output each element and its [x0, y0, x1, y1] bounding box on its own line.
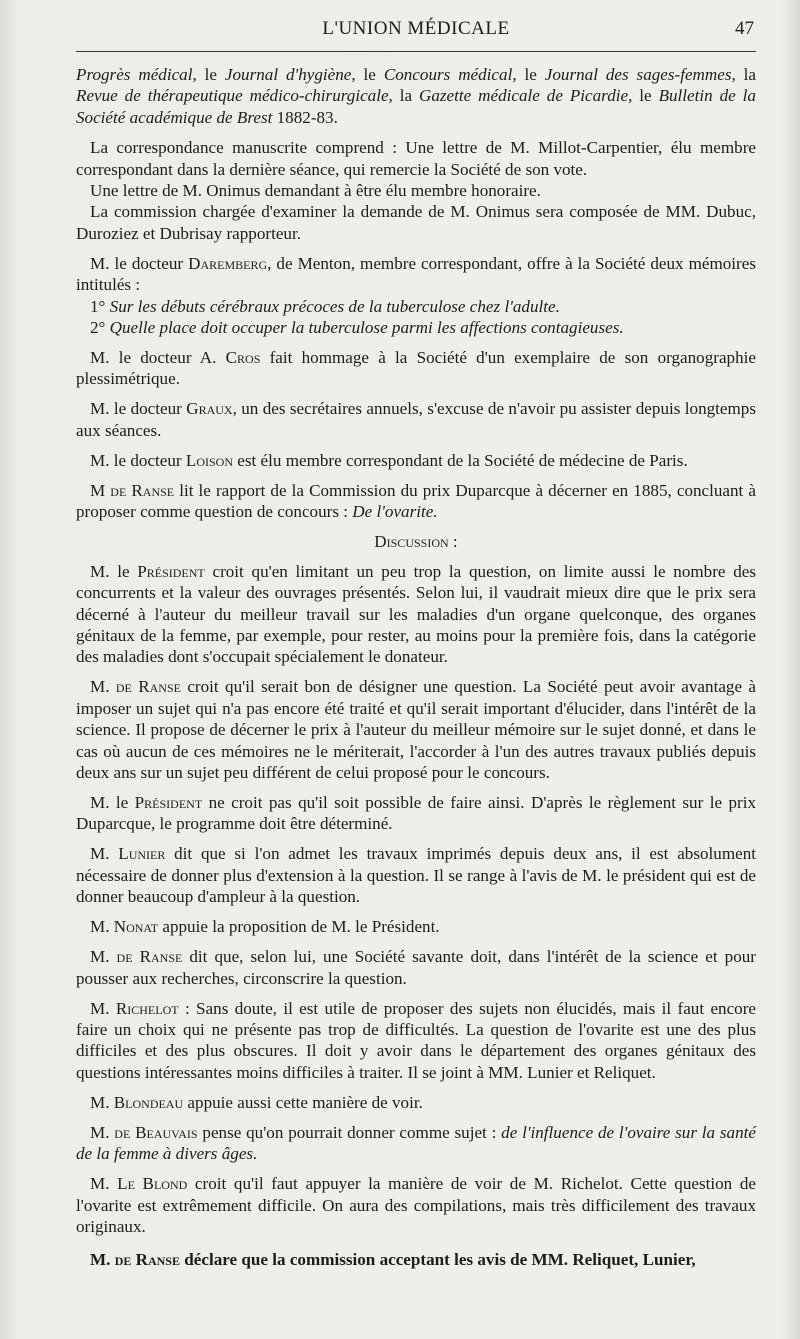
page-header [76, 14, 756, 44]
page-number: 47 [735, 18, 754, 39]
paragraph-de-beauvais: M. de Beauvais pense qu'on pourrait donner comme sujet : de l'influence de l'ovaire sur la santé de la femme à divers âges. [76, 1122, 756, 1164]
body-text [76, 64, 756, 1279]
running-title: L'UNION MÉDICALE [322, 18, 510, 39]
paragraph-president: M. le Président croit qu'en limitant un peu trop la question, on limite aussi le nombre des concurrents et la valeur des ouvrages présentés. Selon lui, il vaudrait mieux dire que le prix sera décerné à l'auteur du meilleur travail sur les maladies d'un organe quelconque, des organes génitaux de la femme, par exemple, pour rester, au moins pour la première fois, dans la catégorie des maladies dont s'occupait spécialement le donateur. [76, 561, 756, 667]
paragraph-president-reply: M. le Président ne croit pas qu'il soit possible de faire ainsi. D'après le règlement sur le prix Duparcque, le programme doit être déterminé. [76, 792, 756, 834]
paragraph-daremberg: M. le docteur Daremberg, de Menton, membre correspondant, offre à la Société deux mémoires intitulés : [76, 253, 756, 295]
section-heading: Discussion : [374, 532, 458, 552]
paragraph-correspondence: La correspondance manuscrite comprend : Une lettre de M. Millot-Carpentier, élu membre correspondant dans la dernière séance, qui remercie la Société de son vote. [76, 138, 756, 179]
paragraph-nonat: M. Nonat appuie la proposition de M. le Président. [90, 917, 440, 937]
paragraph-de-ranse-closing: M. de Ranse déclare que la commission acceptant les avis de MM. Reliquet, Lunier, [90, 1250, 696, 1270]
list-item: 2° Quelle place doit occuper la tuberculose parmi les affections contagieuses. [90, 318, 624, 338]
paragraph-commission: La commission chargée d'examiner la demande de M. Onimus sera composée de MM. Dubuc, Duroziez et Dubrisay rapporteur. [76, 202, 756, 243]
list-item: 1° Sur les débuts cérébraux précoces de la tuberculose chez l'adulte. [90, 296, 560, 316]
paragraph-cros: M. le docteur A. Cros fait hommage à la Société d'un exemplaire de son organographie plessimétrique. [76, 348, 756, 389]
paragraph-journals-list: Progrès médical, le Journal d'hygiène, le Concours médical, le Journal des sages-femmes, la Revue de thérapeutique médico-chirurgicale, la Gazette médicale de Picardie, le Bulletin de la Société académique de Brest 1882-83. [76, 65, 757, 127]
paragraph-le-blond: M. Le Blond croit qu'il faut appuyer la manière de voir de M. Richelot. Cette question de l'ovarite est extrêmement difficile. On aura des compilations, mais très difficilement des travaux originaux. [76, 1174, 756, 1236]
paragraph-lunier: M. Lunier dit que si l'on admet les travaux imprimés depuis deux ans, il est absolument nécessaire de donner plus d'extension à la question. Il se range à l'avis de M. le président qui est de donner beaucoup d'ampleur à la question. [76, 844, 756, 907]
paragraph-de-ranse: M. de Ranse croit qu'il serait bon de désigner une question. La Société peut avoir avantage à imposer un sujet qui n'a pas encore été traité et qu'il serait important d'élucider, dans l'intérêt de la science. Il propose de décerner le prix à l'auteur du meilleur mémoire sur le sujet donné, et dans le cas où aucun de ces mémoires ne le mériterait, l'accorder à l'un des autres travaux publiés depuis deux ans sur un sujet peu différent de celui proposé pour le concours. [76, 677, 756, 782]
paragraph-onimus-letter: Une lettre de M. Onimus demandant à être élu membre honoraire. [90, 181, 541, 201]
paragraph-richelot: M. Richelot : Sans doute, il est utile de proposer des sujets non élucidés, mais il faut encore faire un choix qui ne présente pas trop de difficultés. La question de l'ovarite est une des plus difficiles et des plus obscures. Il doit y avoir dans le département des organes génitaux des questions intéressantes moins difficiles à traiter. Il se joint à MM. Lunier et Reliquet. [76, 998, 757, 1082]
paragraph-blondeau: M. Blondeau appuie aussi cette manière de voir. [90, 1092, 423, 1112]
paragraph-de-ranse-reply: M. de Ranse dit que, selon lui, une Société savante doit, dans l'intérêt de la science et pour pousser aux recherches, circonscrire la question. [76, 947, 756, 988]
header-rule [76, 51, 756, 52]
paragraph-loison: M. le docteur Loison est élu membre correspondant de la Société de médecine de Paris. [90, 450, 688, 470]
paragraph-de-ranse-report: M de Ranse lit le rapport de la Commission du prix Duparcque à décerner en 1885, concluant à proposer comme question de concours : De l'ovarite. [76, 480, 756, 522]
paragraph-graux: M. le docteur Graux, un des secrétaires annuels, s'excuse de n'avoir pu assister depuis longtemps aux séances. [76, 399, 756, 440]
